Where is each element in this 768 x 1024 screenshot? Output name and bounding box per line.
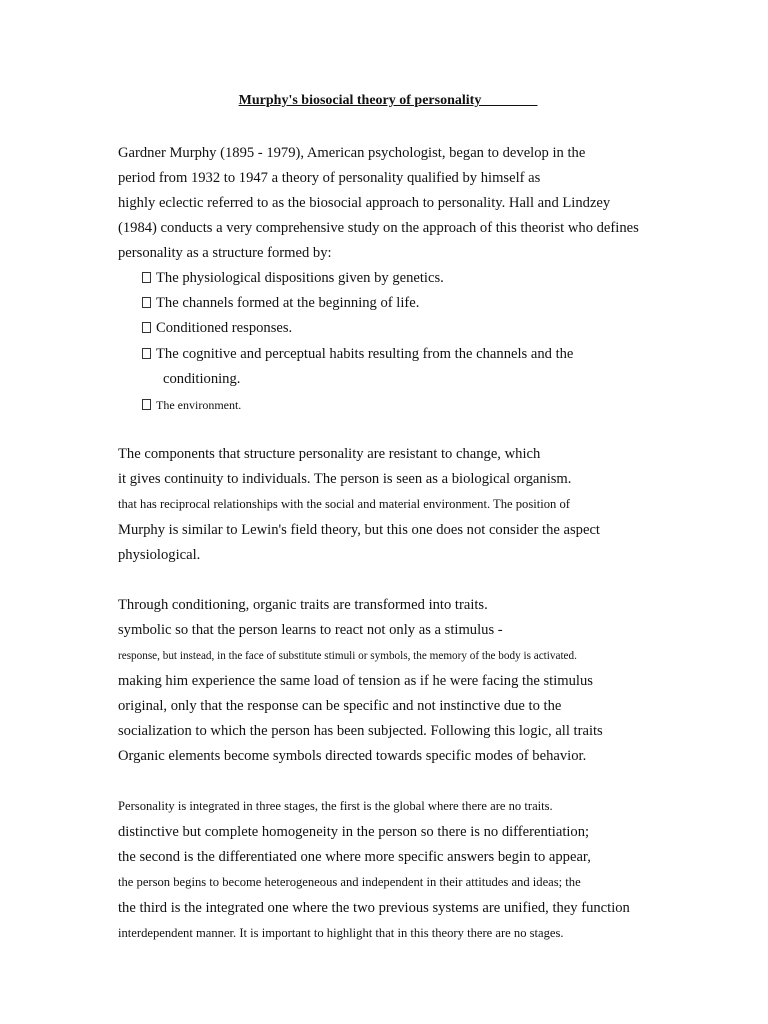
paragraph-4-line-4: the person begins to become heterogeneous and independent in their attitudes and ideas; the <box>118 875 581 889</box>
bullet-text: Conditioned responses. <box>156 320 293 336</box>
paragraph-3-line-3: response, but instead, in the face of substitute stimuli or symbols, the memory of the body is activated. <box>118 650 577 662</box>
bullet-item-5 <box>142 396 241 414</box>
bullet-item-4-continuation: conditioning. <box>163 371 241 387</box>
paragraph-3-line-5: original, only that the response can be specific and not instinctive due to the <box>118 698 562 714</box>
paragraph-4-line-1: Personality is integrated in three stages, the first is the global where there are no traits. <box>118 799 553 813</box>
paragraph-2-line-3: that has reciprocal relationships with the social and material environment. The position of <box>118 497 570 511</box>
paragraph-4-line-3: the second is the differentiated one where more specific answers begin to appear, <box>118 849 591 865</box>
bullet-item-3 <box>142 319 292 337</box>
paragraph-3-line-6: socialization to which the person has been subjected. Following this logic, all traits <box>118 723 603 739</box>
bullet-item-4 <box>142 345 573 363</box>
bullet-text: The cognitive and perceptual habits resulting from the channels and the <box>156 346 574 362</box>
paragraph-1-line-5: personality as a structure formed by: <box>118 245 332 261</box>
paragraph-3-line-2: symbolic so that the person learns to react not only as a stimulus - <box>118 622 503 638</box>
bullet-text: The environment. <box>156 398 242 412</box>
paragraph-2-line-5: physiological. <box>118 547 201 563</box>
bullet-box-icon <box>142 348 151 359</box>
document-title: Murphy's biosocial theory of personality________ <box>238 93 538 108</box>
bullet-item-2 <box>142 294 419 312</box>
bullet-box-icon <box>142 272 151 283</box>
paragraph-2-line-4: Murphy is similar to Lewin's field theory, but this one does not consider the aspect <box>118 522 600 538</box>
paragraph-1-line-2: period from 1932 to 1947 a theory of personality qualified by himself as <box>118 170 541 186</box>
bullet-item-1 <box>142 269 444 287</box>
paragraph-3-line-7: Organic elements become symbols directed towards specific modes of behavior. <box>118 748 587 764</box>
paragraph-4-line-6: interdependent manner. It is important to highlight that in this theory there are no stages. <box>118 926 564 940</box>
bullet-box-icon <box>142 297 151 308</box>
paragraph-1-line-4: (1984) conducts a very comprehensive study on the approach of this theorist who defines <box>118 220 639 236</box>
bullet-box-icon <box>142 399 151 410</box>
bullet-box-icon <box>142 322 151 333</box>
bullet-text: The channels formed at the beginning of life. <box>156 295 420 311</box>
paragraph-4-line-5: the third is the integrated one where the two previous systems are unified, they function <box>118 900 630 916</box>
paragraph-4-line-2: distinctive but complete homogeneity in the person so there is no differentiation; <box>118 824 590 840</box>
paragraph-2-line-1: The components that structure personality are resistant to change, which <box>118 446 541 462</box>
paragraph-3-line-4: making him experience the same load of tension as if he were facing the stimulus <box>118 673 593 689</box>
paragraph-1-line-3: highly eclectic referred to as the biosocial approach to personality. Hall and Lindzey <box>118 195 611 211</box>
paragraph-2-line-2: it gives continuity to individuals. The person is seen as a biological organism. <box>118 471 572 487</box>
paragraph-1-line-1: Gardner Murphy (1895 - 1979), American psychologist, began to develop in the <box>118 145 586 161</box>
paragraph-3-line-1: Through conditioning, organic traits are transformed into traits. <box>118 597 488 613</box>
bullet-text: The physiological dispositions given by genetics. <box>156 270 444 286</box>
